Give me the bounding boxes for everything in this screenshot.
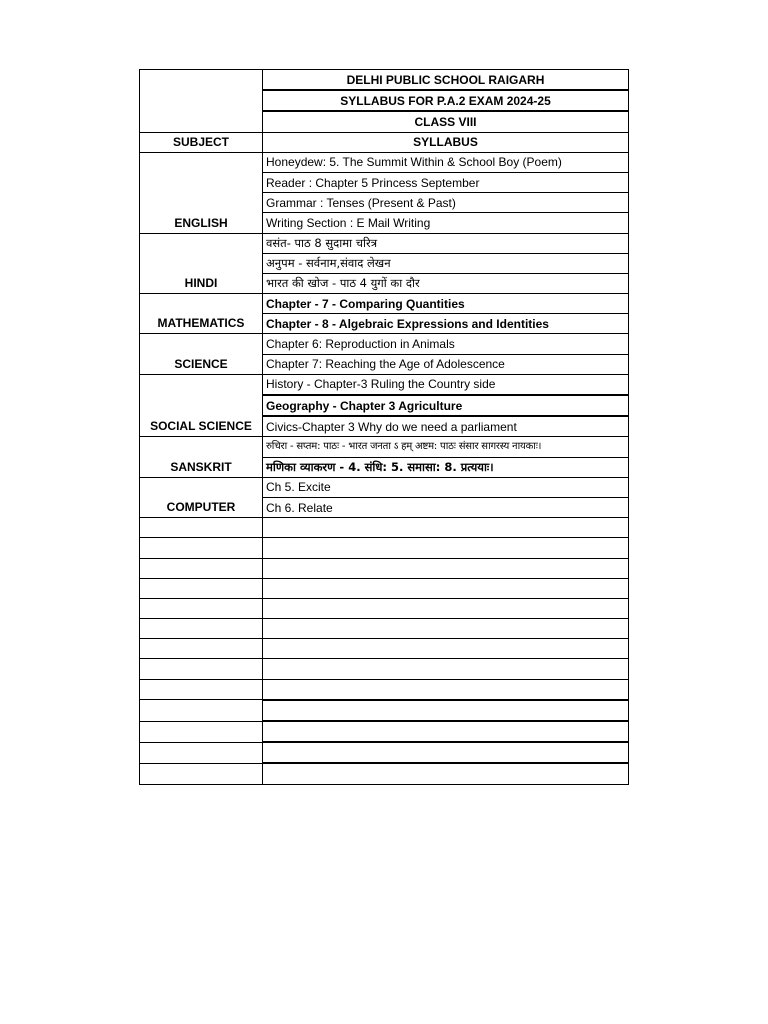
- syllabus-item: Grammar : Tenses (Present & Past): [263, 193, 629, 213]
- syllabus-item: Ch 6. Relate: [263, 497, 629, 517]
- empty-row: [140, 763, 629, 784]
- syllabus-item: Ch 5. Excite: [263, 477, 629, 497]
- empty-row: [140, 742, 629, 763]
- table-row: [140, 374, 629, 395]
- empty-cell: [263, 700, 629, 721]
- table-row: [140, 437, 629, 457]
- empty-cell: [263, 659, 629, 679]
- subject-mathematics: MATHEMATICS: [140, 294, 263, 334]
- empty-row: [140, 679, 629, 700]
- syllabus-item: Honeydew: 5. The Summit Within & School Boy (Poem): [263, 152, 629, 172]
- syllabus-column-header: SYLLABUS: [263, 132, 629, 152]
- empty-row: [140, 721, 629, 742]
- subject-science: SCIENCE: [140, 334, 263, 374]
- school-name: DELHI PUBLIC SCHOOL RAIGARH: [263, 70, 629, 91]
- table-row: [140, 152, 629, 172]
- empty-cell: [263, 578, 629, 598]
- table-row: [140, 477, 629, 497]
- empty-row: [140, 518, 629, 538]
- syllabus-table: [139, 69, 629, 785]
- empty-row: [140, 639, 629, 659]
- syllabus-item: मणिका व्याकरण - 4. संधि: 5. समासा: 8. प्रत्ययाः।: [263, 457, 629, 477]
- table-row: [140, 294, 629, 314]
- subject-social-science: SOCIAL SCIENCE: [140, 374, 263, 437]
- syllabus-item: Civics-Chapter 3 Why do we need a parliament: [263, 416, 629, 437]
- subject-sanskrit: SANSKRIT: [140, 437, 263, 477]
- empty-cell: [140, 721, 263, 742]
- empty-row: [140, 700, 629, 721]
- syllabus-item: Chapter - 8 - Algebraic Expressions and Identities: [263, 314, 629, 334]
- empty-cell: [263, 742, 629, 763]
- empty-cell: [140, 763, 263, 784]
- empty-cell: [140, 659, 263, 679]
- syllabus-item: अनुपम - सर्वनाम,संवाद लेखन: [263, 253, 629, 273]
- empty-row: [140, 619, 629, 639]
- empty-cell: [140, 518, 263, 538]
- syllabus-item: History - Chapter-3 Ruling the Country side: [263, 374, 629, 395]
- empty-cell: [140, 639, 263, 659]
- empty-cell: [263, 538, 629, 558]
- table-row: [140, 233, 629, 253]
- empty-cell: [263, 558, 629, 578]
- subject-hindi: HINDI: [140, 233, 263, 294]
- class-label: CLASS VIII: [263, 111, 629, 132]
- exam-title: SYLLABUS FOR P.A.2 EXAM 2024-25: [263, 90, 629, 111]
- empty-row: [140, 598, 629, 618]
- empty-cell: [263, 639, 629, 659]
- empty-cell: [140, 619, 263, 639]
- syllabus-item: वसंत- पाठ 8 सुदामा चरित्र: [263, 233, 629, 253]
- empty-cell: [263, 763, 629, 784]
- empty-row: [140, 538, 629, 558]
- empty-row: [140, 558, 629, 578]
- empty-row: [140, 578, 629, 598]
- empty-cell: [140, 700, 263, 721]
- syllabus-item: Chapter 7: Reaching the Age of Adolescence: [263, 354, 629, 374]
- syllabus-item: भारत की खोज - पाठ 4 युगों का दौर: [263, 273, 629, 293]
- syllabus-item: Chapter 6: Reproduction in Animals: [263, 334, 629, 354]
- empty-cell: [140, 558, 263, 578]
- syllabus-item: Writing Section : E Mail Writing: [263, 213, 629, 233]
- blank-header-cell: [140, 70, 263, 133]
- syllabus-item: रुचिरा - सप्तम: पाठः - भारत जनता ऽ हम् अष्टम: पाठः संसार सागरस्य नायकाः।: [263, 437, 629, 457]
- empty-cell: [140, 598, 263, 618]
- empty-cell: [140, 538, 263, 558]
- column-header-row: [140, 132, 629, 152]
- subject-column-header: SUBJECT: [140, 132, 263, 152]
- header-row: [140, 70, 629, 91]
- empty-cell: [263, 619, 629, 639]
- empty-cell: [263, 721, 629, 742]
- subject-computer: COMPUTER: [140, 477, 263, 517]
- empty-row: [140, 659, 629, 679]
- subject-english: ENGLISH: [140, 152, 263, 233]
- syllabus-item: Chapter - 7 - Comparing Quantities: [263, 294, 629, 314]
- empty-cell: [140, 679, 263, 700]
- empty-cell: [140, 578, 263, 598]
- empty-cell: [140, 742, 263, 763]
- table-row: [140, 334, 629, 354]
- empty-cell: [263, 679, 629, 700]
- empty-cell: [263, 518, 629, 538]
- syllabus-item: Geography - Chapter 3 Agriculture: [263, 395, 629, 416]
- empty-cell: [263, 598, 629, 618]
- syllabus-item: Reader : Chapter 5 Princess September: [263, 172, 629, 192]
